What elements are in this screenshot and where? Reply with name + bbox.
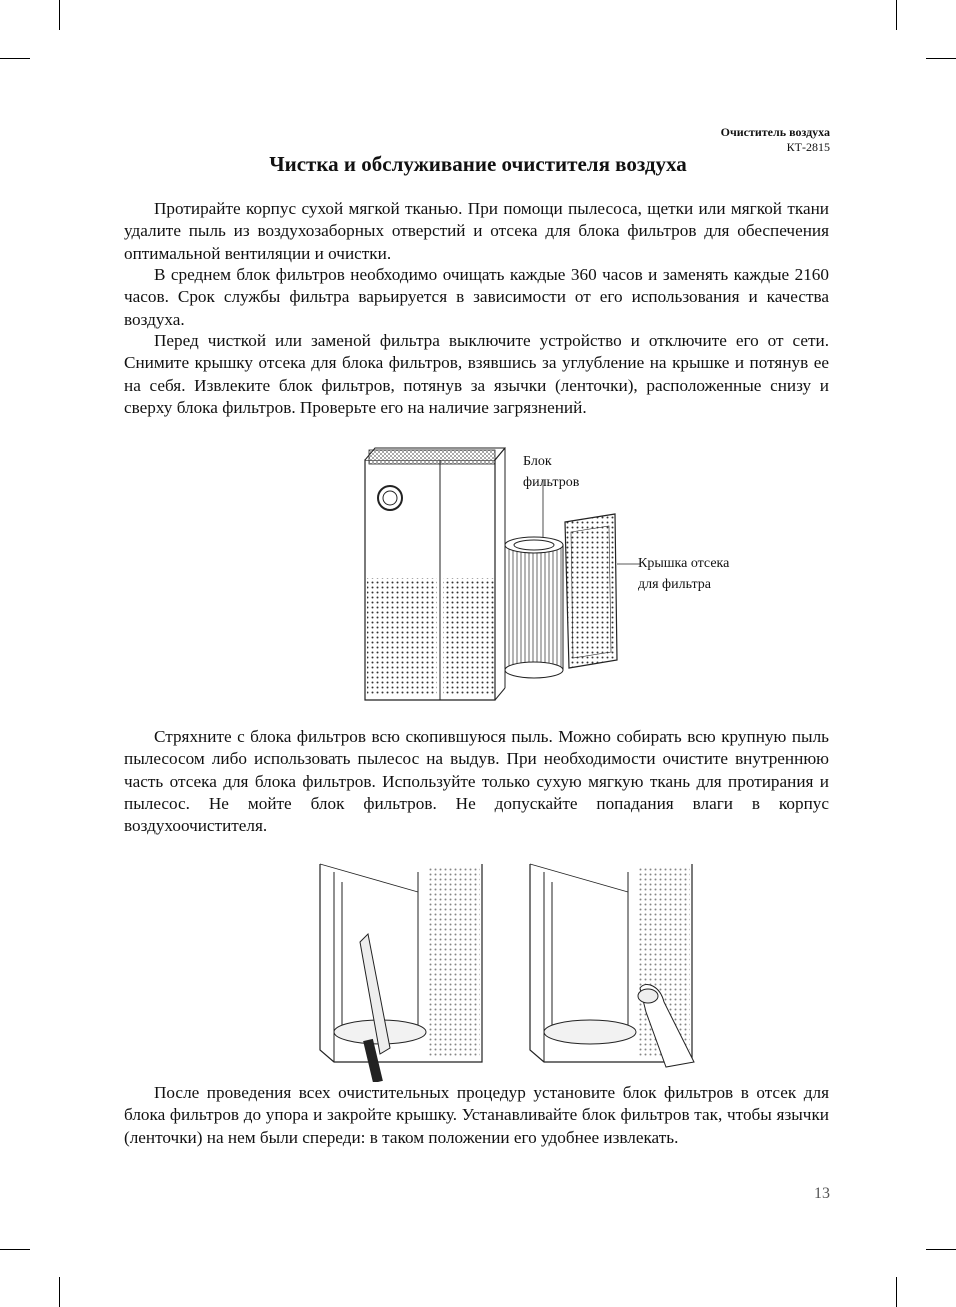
figure-vacuum-cleaning	[318, 862, 490, 1082]
figure-filter-removal	[355, 440, 655, 710]
label-filter-line2: фильтров	[523, 475, 580, 490]
crop-mark	[896, 1277, 897, 1307]
crop-mark	[896, 0, 897, 30]
label-cover-line2: для фильтра	[638, 577, 711, 592]
header-model: КТ-2815	[786, 140, 830, 154]
header-brand: Очиститель воздуха	[720, 125, 830, 139]
paragraph-1: Протирайте корпус сухой мягкой тканью. При помощи пылесоса, щетки или мягкой ткани удалите пыль из воздухозаборных отверстий и отсека для блока фильтров для обеспечения оптимальной вентиляции и очистки.	[124, 199, 829, 263]
label-filter-cover	[638, 553, 729, 595]
crop-mark	[926, 58, 956, 59]
paragraph-4: Стряхните с блока фильтров всю скопившуюся пыль. Можно собирать всю крупную пыль пылесосом либо использовать пылесос на выдув. При необходимости очистите внутреннюю часть отсека для блока фильтров. Используйте только сухую мягкую ткань для протирания и пылесос. Не мойте блок фильтров. Не допускайте попадания влаги в корпус воздухоочистителя.	[124, 727, 829, 836]
crop-mark	[0, 1249, 30, 1250]
label-filter-block	[523, 451, 579, 493]
page-title: Чистка и обслуживание очистителя воздуха	[269, 152, 687, 176]
running-header	[721, 125, 830, 155]
crop-mark	[59, 1277, 60, 1307]
paragraph-2: В среднем блок фильтров необходимо очищать каждые 360 часов и заменять каждые 2160 часов. Срок службы фильтра варьируется в зависимости от его использования и качества воздуха.	[124, 265, 829, 329]
figure-cloth-cleaning	[528, 862, 700, 1082]
crop-mark	[59, 0, 60, 30]
crop-mark	[926, 1249, 956, 1250]
crop-mark	[0, 58, 30, 59]
label-filter-line1: Блок	[523, 454, 552, 469]
page-number: 13	[814, 1185, 830, 1202]
paragraph-3: Перед чисткой или заменой фильтра выключите устройство и отключите его от сети. Снимите крышку отсека для блока фильтров, взявшись за углубление на крышке и потянув ее на себя. Извлеките блок фильтров, потянув за язычки (ленточки), расположенные снизу и сверху блока фильтров. Проверьте его на наличие загрязнений.	[124, 331, 829, 417]
label-cover-line1: Крышка отсека	[638, 556, 730, 571]
paragraph-5: После проведения всех очистительных процедур установите блок фильтров в отсек для блока фильтров до упора и закройте крышку. Устанавливайте блок фильтров так, чтобы язычки (ленточки) на нем были спереди: в таком положении его удобнее извлекать.	[124, 1083, 829, 1147]
